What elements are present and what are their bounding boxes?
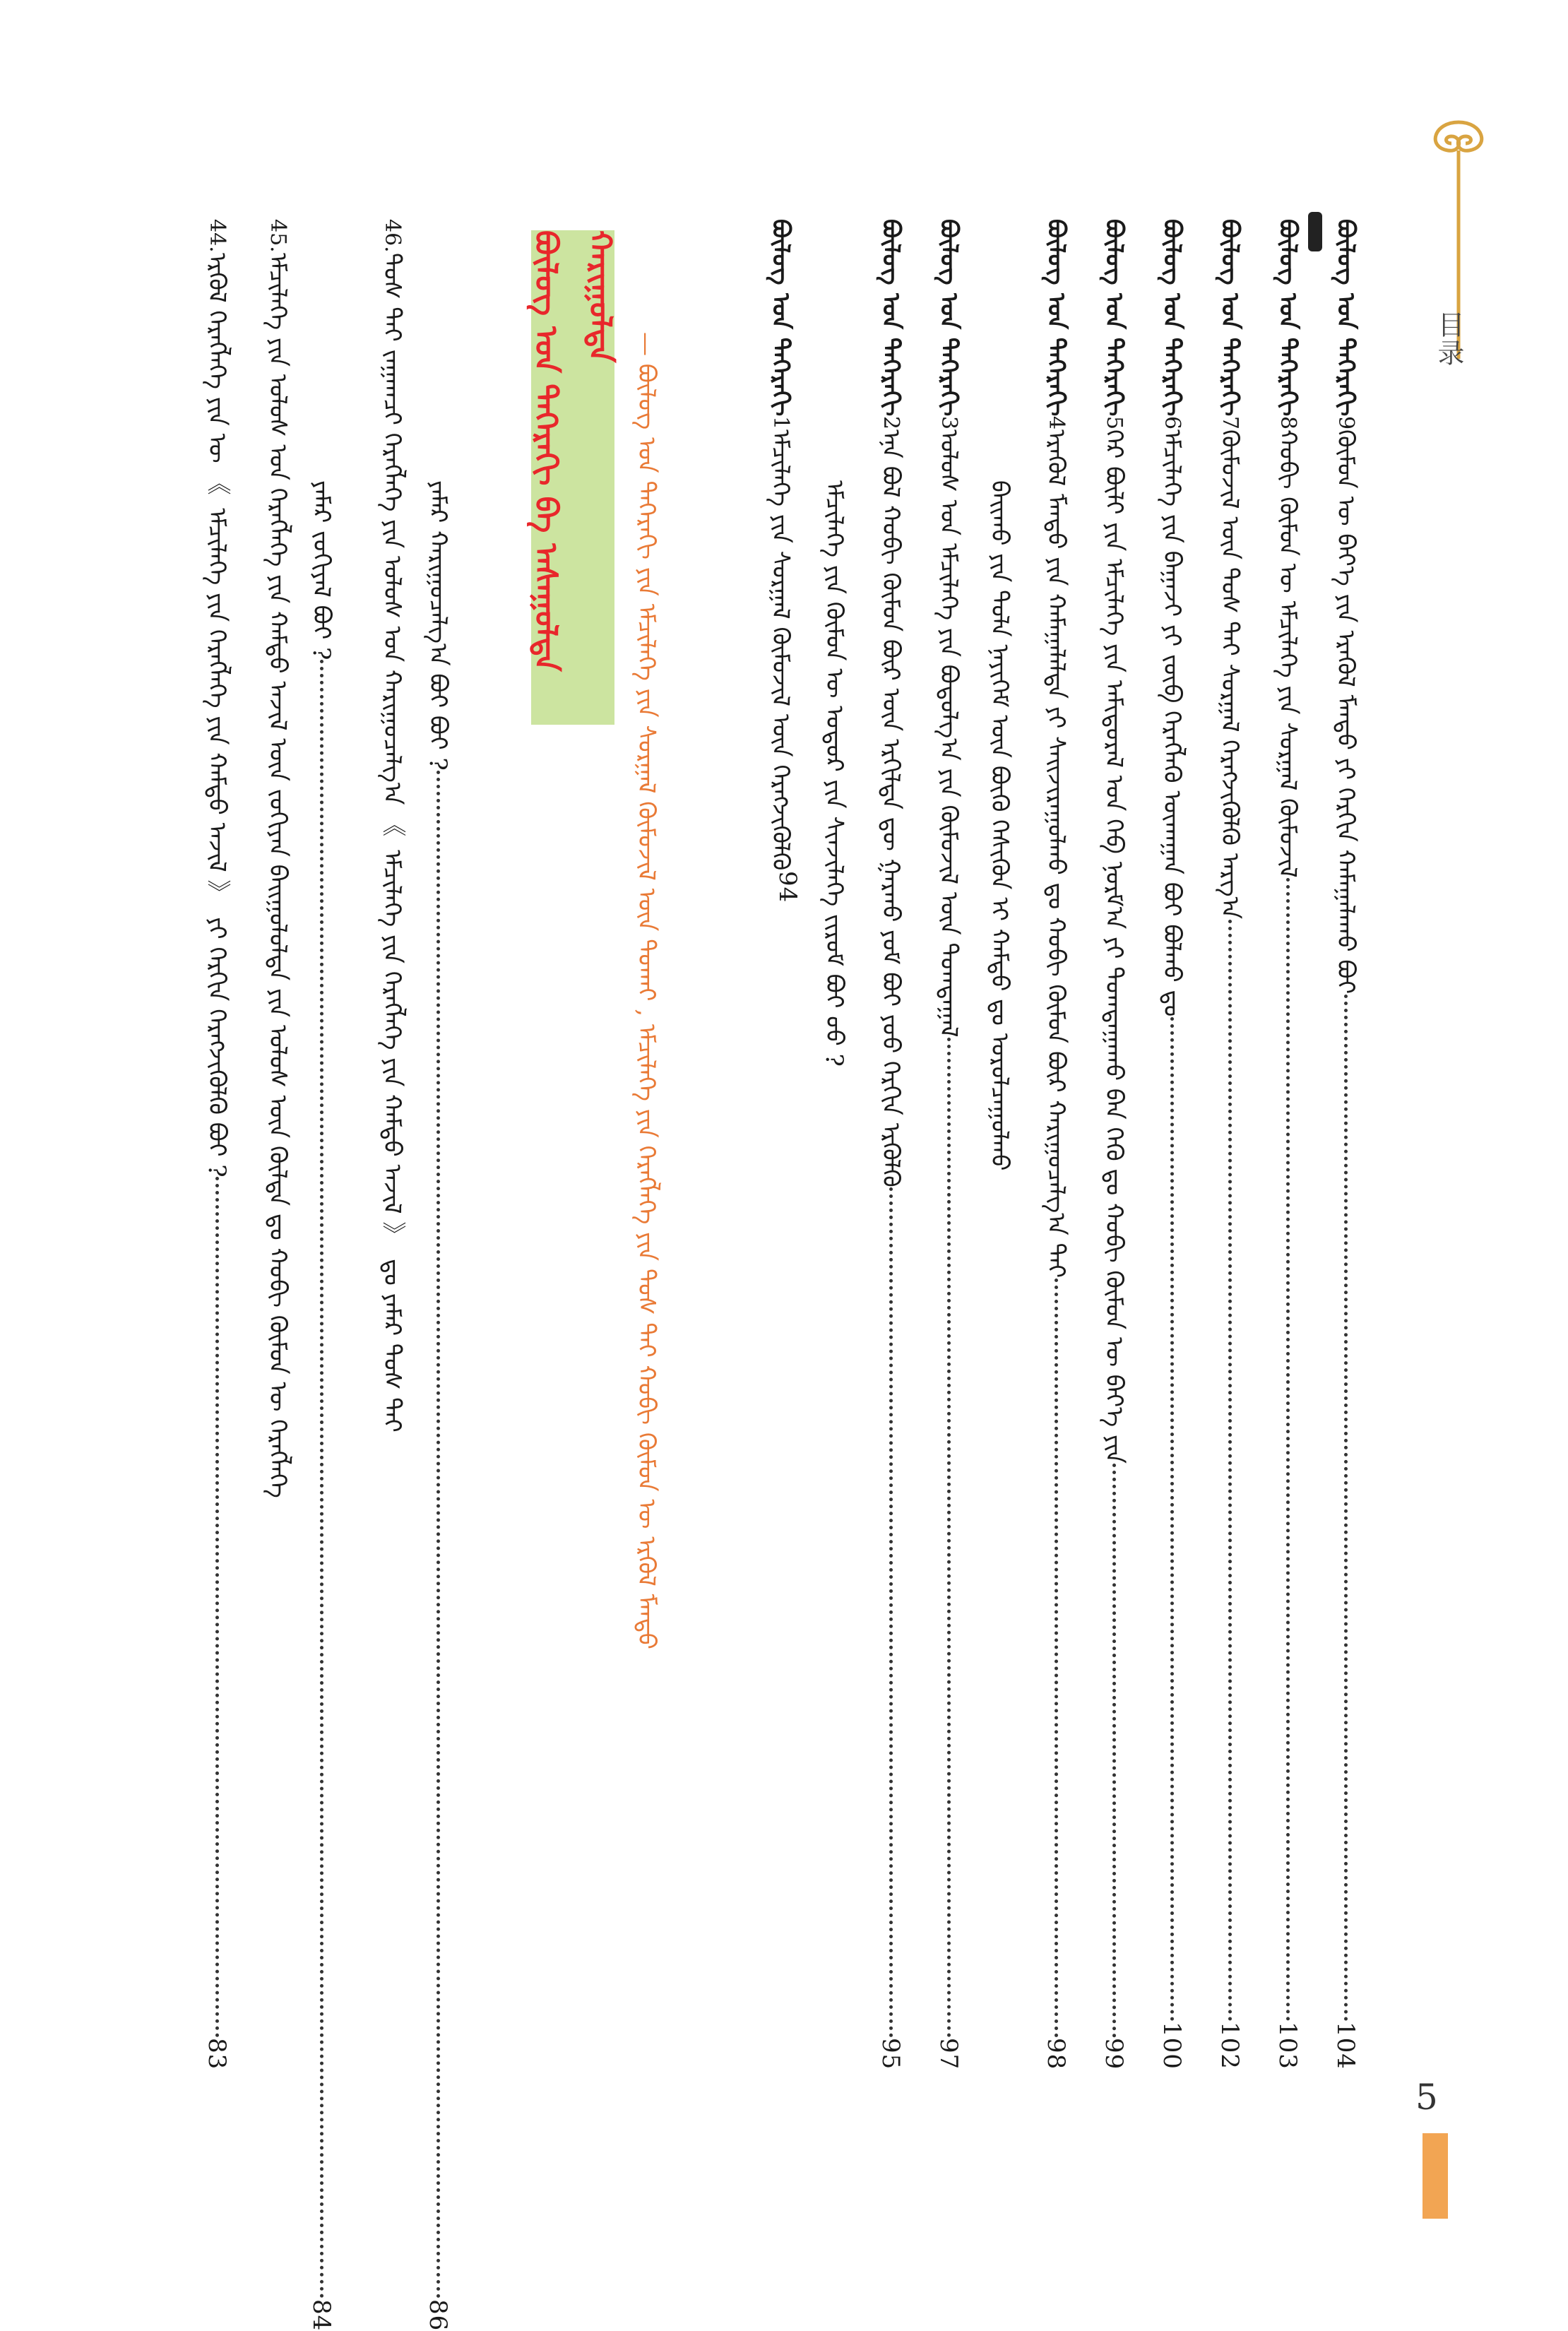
entry-title: ᠭᠡᠷ ᠪᠦᠯᠢ ᠶᠢᠨ ᠡᠮᠴᠢᠯᠡᠭᠡ ᠶᠢᠨ ᠠᠮᠢᠳᠤᠷᠠᠯ ᠤᠨ ᠬᠡᠪ ᠨᠣᠷᠮ᠎ᠠ ᠶᠢ ᠲᠣᠭᠲᠠᠭᠠᠬᠤ ᠪᠡᠨ ᠭᠡᠬᠦ ᠳᠤ ᠬᠤᠪᠢ ᠬᠦᠮᠦᠨ ᠦ ᠪᠡᠶ᠎ᠡ ᠶᠢᠨ: [1100, 429, 1128, 1464]
entry-number: 5: [1102, 416, 1127, 430]
qa-title: ᠡᠮᠴᠢᠯᠡᠭᠡ ᠶᠢᠨ ᠤᠯᠤᠰ ᠤᠨ ᠬᠡᠷᠡᠭᠯᠡᠭᠡ ᠶᠢᠨ ᠬᠠᠮᠲᠤ ᠠᠵᠢᠯ ᠦᠨ ᠵᠣᠬᠢᠶᠠᠨ ᠪᠠᠢᠭᠤᠯᠤᠯᠲᠠ ᠶᠢᠨ ᠤᠯᠤᠰ ᠦᠨ ᠬᠦᠯᠲᠡ ᠳᠤ ᠬᠤᠪᠢ ᠬᠦᠮᠦᠨ ᠦ ᠬᠡᠷᠡᠭᠯᠡᠭᠡ: [263, 252, 292, 1498]
qa-entry-continuation: [297, 219, 346, 2331]
entry-head: ᠪᠦᠯᠦᠭ ᠤᠨ ᠳᠡᠭᠡᠷᠡᠬᠢ: [877, 219, 905, 417]
page-tab: [1423, 2133, 1448, 2219]
entry-title: ᠡᠮᠴᠢᠯᠡᠭᠡ ᠶᠢᠨ ᠰᠤᠷᠭᠠᠯ ᠬᠦᠮᠦᠵᠢᠯ ᠦᠨ ᠬᠡᠷᠡᠭᠵᠢᠭᠦᠯᠬᠦ: [766, 429, 795, 871]
entry-number: 3: [937, 416, 961, 430]
entry-number: 4: [1044, 416, 1069, 430]
page-number: 5: [1415, 2077, 1438, 2118]
qa-continuation: ᠶᠠᠮᠠᠷ ᠵᠣᠬᠢᠶᠠᠯ ᠪᠤᠢ ?: [307, 480, 335, 660]
entry-page: 102: [1216, 2022, 1244, 2070]
dot-leader: [215, 1177, 219, 2037]
qa-number: 45.: [266, 219, 290, 253]
entry-number: 2: [879, 416, 903, 430]
entry-page: 103: [1273, 2022, 1302, 2070]
toc-entry[interactable]: [749, 219, 802, 2070]
entry-title: ᠬᠦᠮᠦᠨ ᠦ ᠪᠡᠶ᠎ᠡ ᠶᠢᠨ ᠡᠷᠡᠭᠦᠯ ᠮᠡᠨᠳᠦ ᠶᠢ ᠬᠡᠷᠬᠢᠨ ᠬᠠᠮᠠᠭᠠᠯᠠᠬᠤ ᠪᠤᠢ: [1331, 429, 1360, 995]
entry-head: ᠪᠦᠯᠦᠭ ᠤᠨ ᠳᠡᠭᠡᠷᠡᠬᠢ: [1158, 219, 1186, 417]
entry-head: ᠪᠦᠯᠦᠭ ᠤᠨ ᠳᠡᠭᠡᠷᠡᠬᠢ: [1216, 219, 1244, 417]
entry-head: ᠪᠦᠯᠦᠭ ᠤᠨ ᠳᠡᠭᠡᠷᠡᠬᠢ: [766, 219, 795, 417]
toc-entry[interactable]: [1256, 219, 1305, 2070]
qa-page: 84: [307, 2299, 335, 2331]
entry-number: 7: [1218, 416, 1242, 430]
entry-page: 100: [1158, 2022, 1186, 2070]
qa-page: 86: [424, 2299, 452, 2331]
entry-head: ᠪᠦᠯᠦᠭ ᠤᠨ ᠳᠡᠭᠡᠷᠡᠬᠢ: [1331, 219, 1360, 417]
entry-head: ᠪᠦᠯᠦᠭ ᠤᠨ ᠳᠡᠭᠡᠷᠡᠬᠢ: [934, 219, 963, 417]
qa-entry[interactable]: [360, 219, 410, 2070]
toc-entry[interactable]: [917, 219, 966, 2070]
dot-leader: [1170, 1017, 1174, 2022]
chapter-banner-title: ᠪᠦᠯᠦᠭ ᠤᠨ ᠳᠡᠭᠡᠷᠡᠬᠢ ᠪᠠ ᠠᠰᠠᠭᠤᠯᠲᠠ ᠬᠠᠷᠢᠭᠤᠯᠲᠠ: [528, 230, 618, 672]
entry-head: ᠪᠦᠯᠦᠭ ᠤᠨ ᠳᠡᠭᠡᠷᠡᠬᠢ: [1100, 219, 1128, 417]
entry-number: 9: [1334, 416, 1358, 430]
entry-title: ᠡᠷᠡᠭᠦᠯ ᠮᠡᠨᠳᠦ ᠶᠢᠨ ᠬᠠᠮᠠᠭᠠᠯᠠᠯᠲᠠ ᠶᠢ ᠰᠠᠢᠵᠢᠷᠠᠭᠤᠯᠬᠤ ᠳᠤ ᠬᠤᠪᠢ ᠬᠦᠮᠦᠨ ᠪᠦᠷ ᠬᠠᠷᠢᠭᠤᠴᠠᠯᠭ᠎ᠠ ᠲᠠᠢ: [1042, 429, 1070, 1279]
entry-head: ᠪᠦᠯᠦᠭ ᠤᠨ ᠳᠡᠭᠡᠷᠡᠬᠢ: [1273, 219, 1302, 417]
entry-page: 94: [773, 870, 802, 903]
qa-entry[interactable]: [185, 219, 234, 2070]
qa-number: 44.: [205, 219, 230, 253]
entry-title: ᠡᠨᠡ ᠪᠣᠯ ᠬᠤᠪᠢ ᠬᠦᠮᠦᠨ ᠪᠦᠷ ᠦᠨ ᠡᠷᠭᠢᠯᠲᠡ ᠳᠦ ᠭᠠᠷᠬᠤ ᠶᠤᠮ ᠪᠤᠢ ᠶᠤᠤ ᠬᠡᠷᠬᠢᠨ ᠡᠷᠭᠦᠯᠬᠦ: [877, 429, 905, 1188]
dot-leader: [1228, 920, 1232, 2022]
chapter-subtitle: — ᠪᠦᠯᠦᠭ ᠤᠨ ᠳᠡᠭᠡᠷᠡᠬᠢ ᠶᠢᠨ ᠡᠮᠴᠢᠯᠡᠭᠡ ᠶᠢᠨ ᠰᠤᠷᠭᠠᠯ ᠬᠦᠮᠦᠵᠢᠯ ᠦᠨ ᠲᠤᠬᠠᠢ , ᠡᠮᠴᠢᠯᠡᠭᠡ ᠶᠢᠨ ᠬᠡᠷᠡᠭᠯᠡᠭᠡ ᠶᠢᠨ ᠲᠤᠰ ᠲᠠᠢ ᠬᠤᠪᠢ ᠬᠦᠮᠦᠨ ᠦ ᠡᠷᠭᠦᠯ ᠮᠡᠨᠳᠦ: [632, 332, 660, 1649]
toc-entry[interactable]: [1140, 219, 1189, 2070]
entry-title: ᠡᠮᠴᠢᠯᠡᠭᠡ ᠶᠢᠨ ᠪᠠᠭᠠᠵᠢ ᠶᠢ ᠵᠥᠪ ᠬᠡᠷᠡᠭᠯᠡᠬᠦ ᠦᠬᠠᠭᠠᠨ ᠪᠤᠢ ᠪᠣᠯᠬᠤ ᠳᠤ: [1158, 429, 1186, 1017]
entry-continuation: ᠪᠠᠢᠬᠤ ᠶᠢᠨ ᠲᠤᠯᠠ ᠨᠡᠶᠢᠭᠡᠮ ᠦᠨ ᠪᠦᠬᠦ ᠭᠡᠰᠢᠭᠦᠨ ᠢ ᠬᠠᠮᠲᠤ ᠳᠤ ᠣᠷᠤᠯᠴᠠᠭᠤᠯᠬᠤ: [985, 480, 1014, 1171]
toc-entry[interactable]: [859, 219, 908, 2070]
toc-entry-continuation: [975, 219, 1024, 2070]
entry-page: 104: [1331, 2022, 1360, 2070]
qa-page: 83: [203, 2037, 231, 2070]
qa-continuation: ᠶᠠᠮᠠᠷ ᠬᠠᠷᠢᠭᠤᠴᠠᠯᠭ᠎ᠠ ᠪᠤᠢ ᠪᠤᠢ ?: [424, 480, 452, 771]
dot-leader: [1344, 995, 1348, 2022]
toc-entry[interactable]: [1024, 219, 1074, 2070]
entry-title: ᠤᠯᠤᠰ ᠤᠨ ᠡᠮᠴᠢᠯᠡᠭᠡ ᠶᠢᠨ ᠪᠤᠳᠤᠯᠭ᠎ᠠ ᠶᠢᠨ ᠬᠦᠮᠦᠵᠢᠯ ᠦᠨ ᠲᠣᠭᠲᠠᠭᠠᠯ: [934, 429, 963, 1038]
entry-number: 6: [1160, 416, 1184, 430]
entry-head: ᠪᠦᠯᠦᠭ ᠤᠨ ᠳᠡᠭᠡᠷᠡᠬᠢ: [1042, 219, 1070, 417]
qa-entry[interactable]: [246, 219, 295, 2070]
toc-entry[interactable]: [1198, 219, 1247, 2070]
entry-page: 95: [877, 2037, 905, 2070]
entry-page: 98: [1042, 2037, 1070, 2070]
dot-leader: [1055, 1279, 1058, 2038]
toc-entry[interactable]: [1082, 219, 1132, 2070]
qa-title: ᠲᠤᠰ ᠲᠠᠢ ᠵᠠᠭᠠᠭᠴᠢ ᠬᠡᠷᠡᠭᠯᠡᠭᠡ ᠶᠢᠨ ᠤᠯᠤᠰ ᠤᠨ ᠬᠠᠷᠢᠭᠤᠴᠠᠯᠭ᠎ᠠ 《 ᠡᠮᠴᠢᠯᠡᠭᠡ ᠶᠢᠨ ᠬᠡᠷᠡᠭᠯᠡᠭᠡ ᠶᠢᠨ ᠬᠠᠮᠲᠤ ᠠᠵᠢᠯ 》 ᠳᠤ ᠶᠠᠮᠠᠷ ᠲᠤᠰ ᠲᠠᠢ: [378, 252, 406, 1433]
section-label: 目录: [1433, 311, 1464, 367]
qa-entry-continuation: [413, 219, 463, 2331]
toc-entry[interactable]: [1314, 219, 1363, 2070]
dot-leader: [1112, 1464, 1116, 2037]
entry-title: ᠬᠤᠪᠢ ᠬᠦᠮᠦᠨ ᠦ ᠡᠮᠴᠢᠯᠡᠭᠡ ᠶᠢᠨ ᠰᠤᠷᠭᠠᠯ ᠬᠦᠮᠦᠵᠢᠯ: [1273, 429, 1302, 879]
dot-leader: [320, 660, 323, 2299]
qa-number: 46.: [380, 219, 405, 253]
dot-leader: [947, 1038, 951, 2038]
toc-entry-continuation: [809, 219, 859, 2070]
dot-leader: [1286, 878, 1290, 2022]
entry-page: 99: [1100, 2037, 1128, 2070]
entry-page: 97: [934, 2037, 963, 2070]
entry-continuation: ᠡᠮᠴᠢᠯᠡᠭᠡ ᠶᠢᠨ ᠬᠦᠮᠦᠨ ᠦ ᠤᠳᠤᠷ ᠶᠢᠨ ᠰᠢᠨᠵᠢᠯᠡᠭᠡ ᠵᠢᠷᠤᠮ ᠪᠤᠢ ᠦᠦ ?: [820, 480, 848, 1067]
dot-leader: [436, 771, 440, 2299]
qa-title: ᠡᠷᠭᠦᠯ ᠬᠡᠷᠡᠭᠯᠡᠭᠡ ᠶᠢᠨ ᠦ 《 ᠡᠮᠴᠢᠯᠡᠭᠡ ᠶᠢᠨ ᠬᠡᠷᠡᠭᠯᠡᠭᠡ ᠶᠢᠨ ᠬᠠᠮᠲᠤ ᠠᠵᠢᠯ 》 ᠶᠢ ᠬᠡᠷᠬᠢᠨ ᠬᠡᠷᠡᠭᠵᠢᠭᠦᠯᠬᠦ ᠪᠤᠢ ?: [203, 252, 231, 1178]
entry-number: 1: [768, 416, 793, 430]
dot-leader: [889, 1187, 893, 2038]
entry-title: ᠬᠦᠮᠦᠵᠢᠯ ᠦᠨ ᠲᠤᠰ ᠲᠠᠢ ᠰᠤᠷᠭᠠᠯ ᠬᠡᠷᠡᠭᠵᠢᠭᠦᠯᠬᠦ ᠠᠷᠭ᠎ᠠ: [1216, 429, 1244, 920]
entry-number: 8: [1276, 416, 1300, 430]
